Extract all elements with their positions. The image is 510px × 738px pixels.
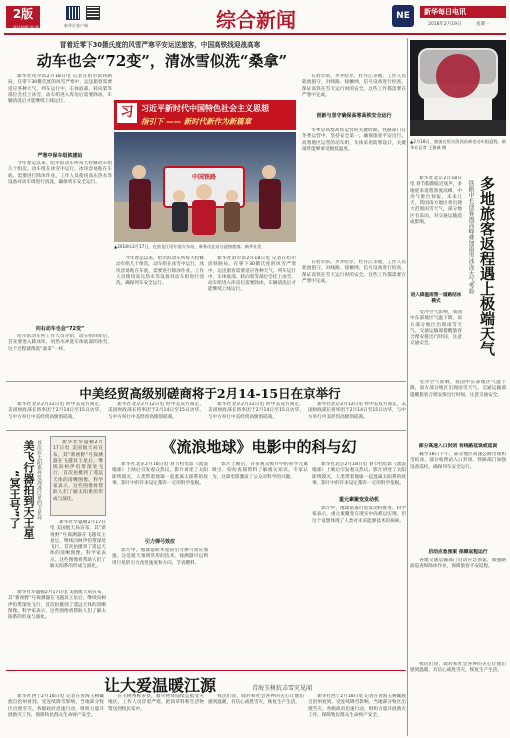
story6-body-d: [308, 694, 406, 736]
story3-body-2: [108, 402, 204, 428]
slogan-banner: [114, 100, 296, 130]
story1-paragraph-a: 新华社哈尔滨2月18日电 记者在哈尔滨铁路局。在零下30摄氏度的风雪严寒中，运送旅客需要适应各种天气。列车运行中，车体底部、转向架等部位会挂上冰雪，动车组进入库房后需要除冰，车辆清洗后才能继续上线运行。: [8, 74, 112, 105]
story1-col-mid-b: [208, 256, 296, 378]
story1-body-b: [8, 161, 112, 321]
banner-line-1: 习近平新时代中国特色社会主义思想: [141, 104, 269, 113]
story1-col-mid-a: [116, 256, 204, 378]
story1-subhead-b: 向右动车也会“72变”: [35, 326, 85, 332]
story6-paragraph-a: 新华社西宁2月18日电 记者在青海玉树藏族自治州看到，受连续降雪影响，当地部分牧区出现雪灾。各级政府迅速行动，组织力量开展救灾工作，保障牧民群众生命财产安全。: [8, 694, 104, 718]
section-title: 综合新闻: [216, 8, 296, 32]
newspaper-name: 新华每日电讯: [424, 8, 466, 16]
story6-body-c: [208, 694, 304, 736]
story5-paragraph-a: 新华社北京2月18日电 春节档电影《流浪地球》上映后引发观众热议。影片讲述了太阳即将毁灭，人类带着地球一起逃离太阳系的故事。影片中的许多设定都有一定的科学依据。: [112, 462, 208, 486]
story3-paragraph-2: 新华社北京2月12日电 经中美双方商定，美国财政部长将率团于2月14日至15日访华，与中方举行中美经贸高级别磋商。: [108, 402, 204, 420]
story1-paragraph-c: 哈尔滨动车所工作人员介绍，动车组回库后，首先要进入除冰库，用热水冲洗车体底部的冰雪，这个过程就像洗“桑拿”一样。: [8, 334, 112, 352]
qr-code: [66, 6, 80, 20]
attendants-illustration: [114, 132, 296, 242]
qr-code-2: [86, 6, 100, 20]
story2-body-b: [410, 310, 462, 378]
story5-title: 《流浪地球》电影中的科与幻: [161, 438, 357, 456]
story6-paragraph-e: 牧民们说，政府和社会各界的关心让他们感到温暖，有信心战胜雪灾，恢复生产生活。: [410, 662, 506, 674]
col2-body-b: [302, 260, 406, 378]
col2-paragraph-a: 冬季是高寒高铁运营的关键时期。铁路部门在冬季运营中，坚持安全第一，确保旅客平安出行。高寒地区运营的动车组，车体采用防寒设计，关键部件能够承受极低温度。: [302, 128, 406, 152]
story3-body-1: [8, 402, 104, 428]
story1-title: 动车也会“72变”，清冰雪似洗“桑拿”: [36, 52, 288, 70]
story5-paragraph-d: 新华社北京2月18日电 春节档电影《流浪地球》上映后引发观众热议。影片讲述了太阳即将毁灭，人类带着地球一起逃离太阳系的故事。影片中的许多设定都有一定的科学依据。: [312, 462, 406, 486]
story4-kicker: 首次在太阳系外发现冰巨星的卫星环: [36, 440, 42, 520]
story5-body-c: [212, 462, 308, 666]
story2-body-a: [410, 176, 462, 288]
story1-paragraph-b: 今年春运以来，哈尔滨动车所每天检修动车组几十组次。动车组在冰雪中运行，冰块容易粘在车底，需要进行除冰作业。工作人员使用高压热水等设备对动车组进行清洗，确保列车安全运行。: [8, 161, 112, 185]
story5-paragraph-c: 影片上映后，许多观众被片中的科学元素吸引，纷纷查阅资料了解相关知识。专家认为，这部电影激发了公众对科学的兴趣。: [212, 462, 308, 480]
story6-body-e: [410, 662, 506, 736]
divider-story6-top: [6, 670, 406, 671]
story4-paragraph-box: 新华社华盛顿2月17日电 美国航天局宣布，其“新视野”号探测器在飞越冥王星后，继续向柯伊伯带深处飞行，首次拍摄到了遥远天体的清晰图像。科学家表示，这些图像将帮助人们了解太阳系的形成与演化。: [53, 440, 103, 502]
story5-subhead-b: 重元素聚变发动机: [338, 497, 379, 503]
story3-body-4: [308, 402, 406, 428]
story4-title-line2: “冥王号”了: [8, 470, 21, 529]
story3-title: 中美经贸高级别磋商将于2月14-15日在京举行: [79, 386, 341, 401]
story5-paragraph-b: 影片中，地球借助木星的引力弹弓效应加速。这是航天领域常用的技术，探测器可以利用行星的引力改变速度和方向，节省燃料。: [112, 548, 208, 566]
story6-paragraph-d: 新华社西宁2月18日电 记者在青海玉树藏族自治州看到，受连续降雪影响，当地部分牧区出现雪灾。各级政府迅速行动，组织力量开展救灾工作，保障牧民群众生命财产安全。: [308, 694, 406, 718]
col2-body-top: [302, 74, 406, 108]
col2-paragraph-b: 在哈尔滨、齐齐哈尔、牡丹江等地，工作人员轮流值守，对线路、接触网、信号设备进行检查，保证高铁在雪天运行时的安全。这些工作都需要在严寒中完成。: [302, 260, 406, 284]
story6-body-a: [8, 694, 104, 736]
story5-body-a: [112, 462, 208, 534]
story2-subhead-c: 启动应急预案 保障返程运行: [428, 550, 488, 555]
story4-body-a: [50, 520, 106, 586]
story6-title: 让大爱温暖江源: [103, 676, 216, 695]
masthead: [0, 0, 510, 34]
story6-kicker: 青海玉树抗击雪灾见闻: [252, 685, 313, 692]
story2-paragraph-d: 各地交通运输部门启动应急预案，加强路面巡查和除冰作业，保障旅客平安返程。: [410, 558, 506, 570]
story5-body-b: [112, 548, 208, 666]
col2-body-a: [302, 128, 406, 258]
story3-paragraph-4: 新华社北京2月12日电 经中美双方商定，美国财政部长将率团于2月14日至15日访华，与中方举行中美经贸高级别磋商。: [308, 402, 406, 420]
story2-paragraph-c: 截至18日下午，部分地区高速公路出现积雪结冰，部分收费站入口封闭。铁路部门加强设备巡检，确保列车安全运行。: [410, 452, 506, 470]
story2-subhead-b: 部分高速入口封闭 有线路延误或延误: [418, 444, 498, 449]
story6-paragraph-b: 在玉树州称多县，救灾物资陆续运抵受灾地区。工作人员冒着严寒，把饲草料和生活物资送到牧民家中。: [108, 694, 204, 712]
header-rule: [4, 33, 506, 35]
photo1-caption: ▲2018年2月17日，在黑龙江哈尔滨火车站，乘务员在站台迎接旅客。新华社发: [114, 244, 262, 249]
issue-date: 2018年2月19日: [428, 22, 462, 27]
divider-story3-bottom: [6, 430, 406, 431]
divider-story3-top: [6, 381, 406, 382]
photo2-caption: ▲2月18日，旅客在哈尔滨西站乘坐动车组返程。新华社记者 王建威 摄: [410, 139, 506, 151]
story5-body-d: [312, 462, 406, 492]
story6-paragraph-c: 牧民们说，政府和社会各界的关心让他们感到温暖，有信心战胜雪灾，恢复生产生活。: [208, 694, 304, 706]
story2-paragraph-a: 新华社北京2月18日电 春节假期临近尾声，多地迎来返程客流高峰。中央气象台预报，未来几天，我国南方地区将出现大范围雨雪天气，部分地区有冻雨，对交通运输造成影响。: [410, 176, 462, 226]
col2-subhead: 创新与坚守确保高寒高铁安全运行: [316, 113, 392, 119]
story4-title-line1: 美飞行器拍到天王星: [22, 440, 35, 539]
story4-paragraph-a: 新华社华盛顿2月17日电 美国航天局宣布，其“新视野”号探测器在飞越冥王星后，继续向柯伊伯带深处飞行，首次拍摄到了遥远天体的清晰图像。科学家表示，这些图像将帮助人们了解太阳系的形成与演化。: [50, 520, 106, 570]
story1-kicker: 冒着近零下30摄氏度的风雪严寒平安运送旅客，中国高铁线迎战高寒: [59, 41, 261, 49]
story1-subhead-a: 严寒中保车组铁建站: [37, 153, 83, 159]
issue-weekday: 星期一: [476, 22, 490, 27]
story2-kicker: 铁路中长途客流高峰叠加雨雪冰冻天气考验: [467, 180, 474, 294]
story2-title: 多地旅客返程遇上极端天气: [478, 176, 496, 356]
column-separator-right: [407, 38, 408, 736]
story5-paragraph-e: 影片中，地球依靠行星发动机推进。科学家表示，重元素聚变在现实中尚难以实现，但这个设想体现了人类对未来能源技术的探索。: [312, 506, 406, 524]
newspaper-logo: [392, 5, 414, 27]
story2-body-c-col: [410, 380, 506, 430]
story1-col-mid-paragraph-b: 新华社哈尔滨2月18日电 记者在哈尔滨铁路局。在零下30摄氏度的风雪严寒中，运送旅客需要适应各种天气。列车运行中，车体底部、转向架等部位会挂上冰雪，动车组进入库房后需要除冰，车辆清洗后才能继续上线运行。: [208, 256, 296, 293]
snow-train-photo: [410, 40, 506, 136]
banner-badge-text: 习: [120, 105, 134, 120]
qr-caption: 新华社客户端: [64, 23, 88, 28]
logo-text: NE: [396, 11, 410, 21]
banner-badge: [117, 103, 137, 123]
page-number: 2版: [12, 7, 34, 21]
story4-body-b: [8, 590, 106, 666]
story2-paragraph-b: 受冷空气影响，我国中东部地区气温下降，南方部分地区出现雨雪天气。交通运输部提醒旅客合理安排出行时间，注意交通安全。: [410, 310, 462, 347]
story5-subhead-a: 引力弹弓效应: [144, 539, 175, 545]
story2-body-c: [410, 452, 506, 542]
story1-body-c: [8, 334, 112, 378]
story1-col-mid-paragraph-a: 今年春运以来，哈尔滨动车所每天检修动车组几十组次。动车组在冰雪中运行，冰块容易粘在车底，需要进行除冰作业。工作人员使用高压热水等设备对动车组进行清洗，确保列车安全运行。: [116, 256, 204, 287]
story3-paragraph-1: 新华社北京2月12日电 经中美双方商定，美国财政部长将率团于2月14日至15日访华，与中方举行中美经贸高级别磋商。: [8, 402, 104, 420]
story4-body-box: [53, 440, 103, 514]
story2-paragraph-cont: 受冷空气影响，我国中东部地区气温下降，南方部分地区出现雨雪天气。交通运输部提醒旅客合理安排出行时间，注意交通安全。: [410, 380, 506, 398]
editor-line: 责任编辑 陈·胜: [12, 25, 40, 30]
story2-body-d: [410, 558, 506, 658]
train-attendants-photo: [114, 132, 296, 242]
sign-text: 中国铁路: [191, 174, 216, 181]
snow-train-illustration: [410, 40, 506, 136]
banner-line-2: 指引下 —— 新时代新作为新篇章: [141, 117, 252, 126]
story5-body-e: [312, 506, 406, 666]
story6-body-b: [108, 694, 204, 736]
story2-subhead-a: 进入降温雨雪一道路结冰模式: [410, 293, 462, 304]
story3-body-3: [208, 402, 304, 428]
col2-paragraph-top: 在哈尔滨、齐齐哈尔、牡丹江等地，工作人员轮流值守，对线路、接触网、信号设备进行检查，保证高铁在雪天运行时的安全。这些工作都需要在严寒中完成。: [302, 74, 406, 98]
story1-body-a: [8, 74, 112, 149]
story3-paragraph-3: 新华社北京2月12日电 经中美双方商定，美国财政部长将率团于2月14日至15日访华，与中方举行中美经贸高级别磋商。: [208, 402, 304, 420]
story4-paragraph-b: 新华社华盛顿2月17日电 美国航天局宣布，其“新视野”号探测器在飞越冥王星后，继续向柯伊伯带深处飞行，首次拍摄到了遥远天体的清晰图像。科学家表示，这些图像将帮助人们了解太阳系的形成与演化。: [8, 590, 106, 621]
